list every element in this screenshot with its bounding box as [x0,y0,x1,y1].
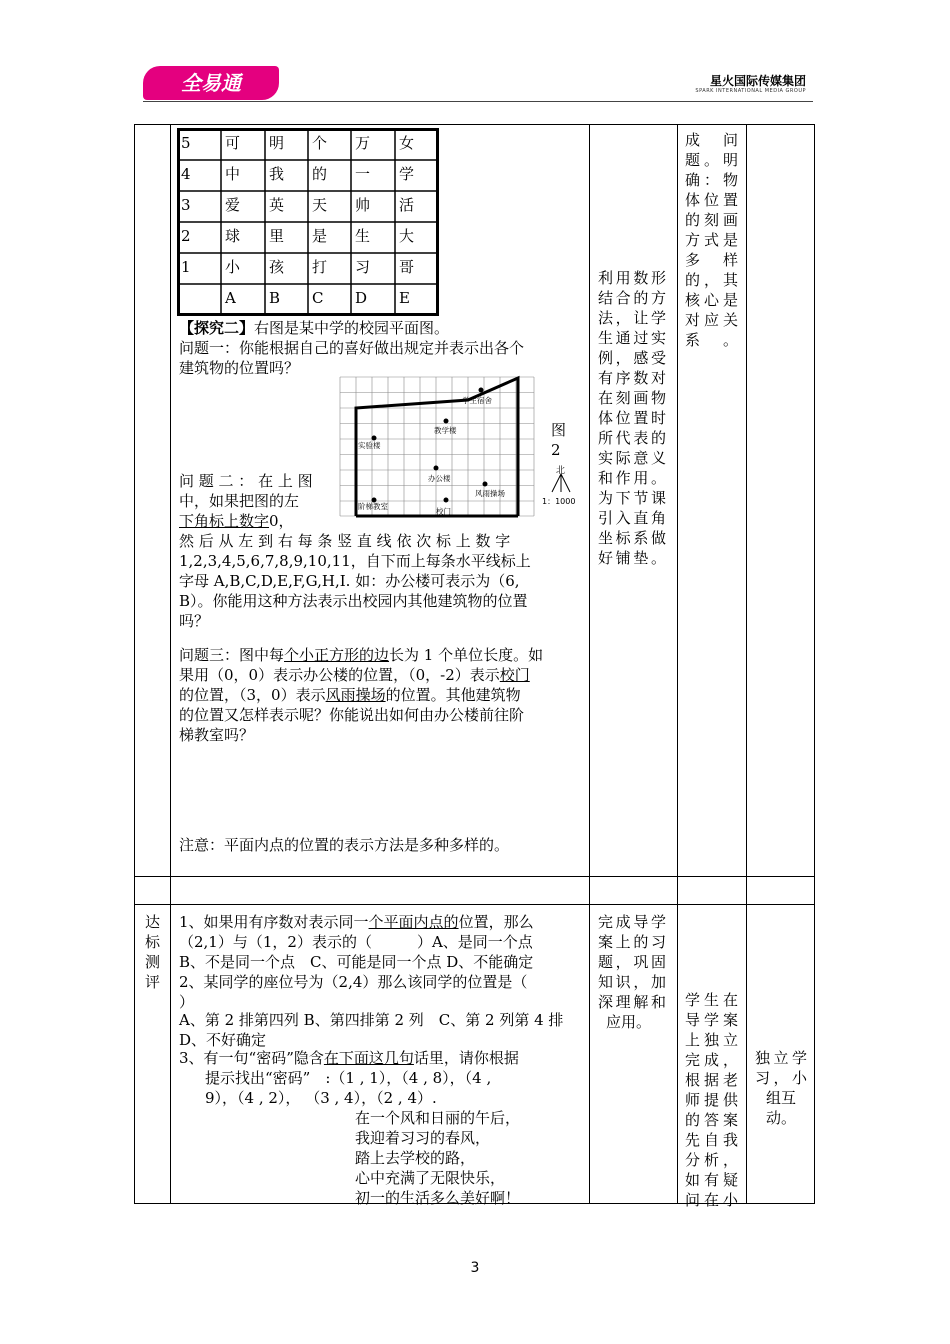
grid-cell: 习 [355,258,371,276]
brand-name-english: SPARK INTERNATIONAL MEDIA GROUP [695,88,806,94]
test-question-1: 1、如果用有序数对表示同一个平面内点的位置，那么 [179,913,534,931]
section-label: 达 标 测 评 [145,913,161,991]
grid-cell: 活 [399,196,415,214]
design-intent-text: 利用数形 结合的方 法，让学 生通过实 例，感受 有序数对 在刻画物 体位置时 所代表的 实际意义 和作用。 为下节课 引入直角 坐标系做 好铺垫。 [598,269,666,567]
code-grid-row [177,159,437,190]
grid-cell: 小 [225,258,241,276]
column-label: A [225,289,236,307]
test-question-2: A、第 2 排第四列 B、第四排第 2 列 C、第 2 列第 4 排 [179,1011,564,1029]
north-label: 北 [556,466,566,476]
building-dormitory: 学生宿舍 [462,396,492,405]
poem-line: 初一的生活多么美好啊！ [355,1189,521,1207]
test-question-2: 2、某同学的座位号为（2,4）那么该同学的位置是（ [179,973,528,991]
column-label: B [269,289,281,307]
building-gym: 风雨操场 [475,489,505,498]
grid-cell: 球 [225,227,241,245]
code-grid-row [177,221,437,252]
row-label: 5 [181,134,191,152]
student-activity-text: 学生在 导学案 上独立 完成， 根据老 师提供 的答案 先自我 分析， 如有疑 问在小 [685,991,738,1209]
grid-cell: 一 [355,165,371,183]
poem-line: 心中充满了无限快乐， [355,1169,506,1187]
grid-cell: 英 [269,196,285,214]
building-gate: 校门 [436,507,451,516]
grid-cell: 中 [225,165,241,183]
grid-cell: 个 [312,134,328,152]
grid-cell: 哥 [399,258,415,276]
grid-cell: 女 [399,134,415,152]
code-grid-row [177,190,437,221]
poem-line: 我迎着习习的春风， [355,1129,491,1147]
question3-text: 问题三：图中每个小正方形的边长为 1 个单位长度。如 [179,646,544,664]
test-question-1: （2,1）与（1，2）表示的（ ）A、是同一个点 [179,933,533,951]
campus-map [338,375,538,520]
header-divider [143,101,813,102]
grid-cell: 生 [355,227,371,245]
grid-cell: 大 [399,227,415,245]
grid-cell: 是 [312,227,328,245]
building-office: 办公楼 [428,474,451,483]
note-text: 注意：平面内点的位置的表示方法是多种多样的。 [179,836,510,854]
column-label: D [355,289,368,307]
logo: 全易通 [143,66,279,100]
grid-cell: 明 [269,134,285,152]
grid-cell: 孩 [269,258,285,276]
grid-cell: 我 [269,165,285,183]
north-arrow-icon [548,472,574,494]
map-scale: 1：1000 [542,497,576,506]
design-intent-text: 完成导学 案上的习 题，巩固 知识，加 深理解和 应用。 [598,913,666,1031]
question2-text: 字母 A,B,C,D,E,F,G,H,I. 如：办公楼可表示为（6, [179,572,520,590]
row-label: 2 [181,227,191,245]
code-grid-row [177,283,437,314]
test-question-2: ） [179,993,195,1011]
question3-text: 梯教室吗？ [179,726,255,744]
code-grid-row [177,252,437,283]
poem-line: 在一个风和日丽的午后， [355,1109,521,1127]
question2-text: 问 题 二 ： 在 上 图 [179,472,313,490]
code-grid-row [177,128,437,159]
organization-form-text: 独立学 习，小 组互 动。 [755,1049,807,1127]
grid-cell: 打 [312,258,328,276]
grid-cell: 学 [399,165,415,183]
grid-cell: 可 [225,134,241,152]
column-label: E [399,289,410,307]
grid-cell: 天 [312,196,328,214]
brand-name: 星火国际传媒集团 [709,74,806,88]
explore2-heading: 【探究二】右图是某中学的校园平面图。 [179,319,450,337]
row-label: 3 [181,196,191,214]
building-teaching: 教学楼 [434,426,457,435]
question2-text: 1,2,3,4,5,6,7,8,9,10,11，自下而上每条水平线标上 [179,552,531,570]
question1-text: 问题一：你能根据自己的喜好做出规定并表示出各个 [179,339,525,357]
test-question-2: D、不好确定 [179,1031,267,1049]
conclusion-text: 成 问 题。明 确：物 体位置 的刻画 方式是 多 样 的，其 核心是 对应关 系。 [685,131,738,349]
question1-text: 建筑物的位置吗？ [179,359,300,377]
grid-cell: 爱 [225,196,241,214]
building-lecture-hall: 阶梯教室 [358,502,388,511]
grid-cell: 万 [355,134,371,152]
question2-text: 吗？ [179,612,210,630]
question2-text: B）。你能用这种方法表示出校园内其他建筑物的位置 [179,592,528,610]
question3-text: 果用（0，0）表示办公楼的位置，（0，-2）表示校门 [179,666,530,684]
test-question-1: B、不是同一个点 C、可能是同一个点 D、不能确定 [179,953,534,971]
test-question-3: 提示找出“密码” :（1 , 1），（4 , 8），（4 , [205,1069,492,1087]
grid-cell: 里 [269,227,285,245]
figure-label: 图 [551,421,567,439]
grid-cell: 的 [312,165,328,183]
row-label: 4 [181,165,191,183]
building-lab: 实验楼 [358,441,381,450]
question2-text: 中，如果把图的左 [179,492,300,510]
grid-cell: 帅 [355,196,371,214]
test-question-3: 3、有一句“密码”隐含在下面这几句话里，请你根据 [179,1049,519,1067]
figure-number: 2 [551,441,561,459]
poem-line: 踏上去学校的路， [355,1149,476,1167]
page-number: 3 [470,1260,480,1276]
question3-text: 的位置又怎样表示呢？你能说出如何由办公楼前往阶 [179,706,525,724]
question2-text: 然 后 从 左 到 右 每 条 竖 直 线 依 次 标 上 数 字 [179,532,511,550]
test-question-3: 9），（4 , 2）， （3 , 4），（2 , 4）. [205,1089,437,1107]
question3-text: 的位置，（3，0）表示风雨操场的位置。其他建筑物 [179,686,521,704]
column-label: C [312,289,324,307]
row-label: 1 [181,258,191,276]
question2-text: 下角标上数字0， [179,512,294,530]
